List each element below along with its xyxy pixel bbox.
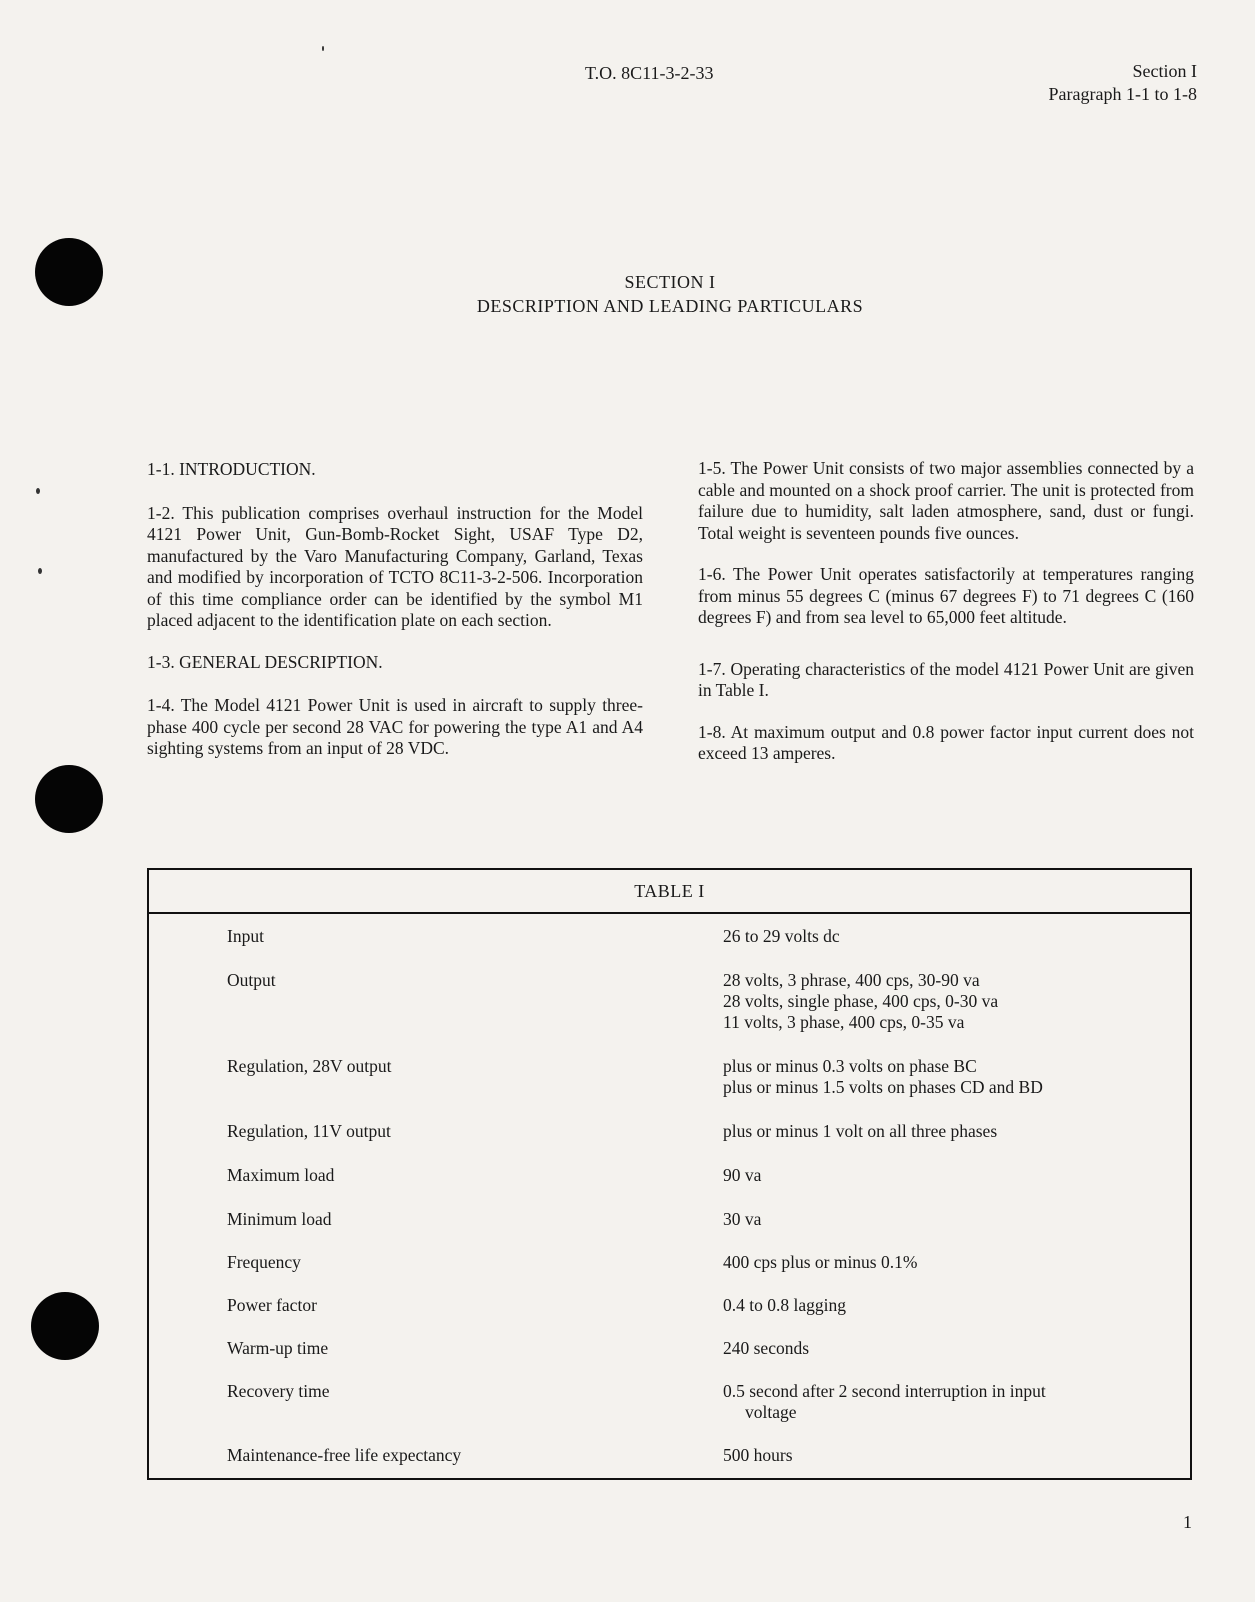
row-value: [723, 1338, 1173, 1359]
value-line: plus or minus 1 volt on all three phases: [723, 1121, 998, 1141]
paragraph-1-2: 1-2. This publication comprises overhaul instruction for the Model 4121 Power Unit, Gun-Bomb-Rocket Sight, USAF Type D2, manufactured by the Varo Manufacturing Company, Garland, Texas and modified by incorporation of TCTO 8C11-3-2-506. Incorporation of this time compliance order can be identified by the symbol M1 placed adjacent to the identification plate on each section.: [147, 502, 643, 630]
row-label: Input: [227, 926, 264, 946]
value-line: voltage: [745, 1402, 797, 1422]
binder-hole-middle: [35, 765, 103, 833]
row-label: Recovery time: [227, 1381, 330, 1401]
paragraph-range: Paragraph 1-1 to 1-8: [1048, 84, 1197, 104]
paragraph-1-5: 1-5. The Power Unit consists of two major assemblies connected by a cable and mounted on a shock proof carrier. The unit is protected from failure due to humidity, salt laden atmosphere, sand, dust or fungi. Total weight is seventeen pounds five ounces.: [698, 458, 1194, 543]
row-label: Regulation, 28V output: [227, 1056, 392, 1076]
speck: [36, 488, 40, 494]
row-label: Maintenance-free life expectancy: [227, 1445, 462, 1465]
row-value: [723, 1252, 1173, 1273]
row-value: [723, 970, 1173, 1033]
value-line: 26 to 29 volts dc: [723, 926, 840, 946]
page-number: 1: [1183, 1512, 1192, 1532]
value-line: 240 seconds: [723, 1338, 810, 1358]
section-title-line2: DESCRIPTION AND LEADING PARTICULARS: [476, 296, 864, 316]
row-label: Warm-up time: [227, 1338, 329, 1358]
to-number: T.O. 8C11-3-2-33: [585, 63, 714, 83]
left-column: [147, 459, 643, 780]
speck: [38, 568, 42, 574]
paragraph-1-3: 1-3. GENERAL DESCRIPTION.: [147, 651, 383, 672]
paragraph-1-4: 1-4. The Model 4121 Power Unit is used in aircraft to supply three-phase 400 cycle per second 28 VAC for powering the type A1 and A4 sighting systems from an input of 28 VDC.: [147, 695, 643, 758]
value-line: plus or minus 0.3 volts on phase BC: [723, 1056, 977, 1076]
section-label: Section I: [1132, 61, 1197, 81]
row-label: Maximum load: [227, 1165, 335, 1185]
speck: [322, 46, 324, 51]
row-value: [723, 1121, 1173, 1142]
section-title-line1: SECTION I: [624, 272, 716, 292]
binder-hole-top: [35, 238, 103, 306]
value-line: 28 volts, 3 phrase, 400 cps, 30-90 va: [723, 970, 980, 990]
value-line: 400 cps plus or minus 0.1%: [723, 1252, 918, 1272]
row-value: [723, 1056, 1173, 1098]
value-line: 11 volts, 3 phase, 400 cps, 0-35 va: [723, 1012, 965, 1032]
paragraph-1-6: 1-6. The Power Unit operates satisfactorily at temperatures ranging from minus 55 degrees C (minus 67 degrees F) to 71 degrees C (160 degrees F) and from sea level to 65,000 feet altitude.: [698, 564, 1194, 627]
value-line: 0.4 to 0.8 lagging: [723, 1295, 846, 1315]
row-label: Frequency: [227, 1252, 301, 1272]
value-line: 28 volts, single phase, 400 cps, 0-30 va: [723, 991, 999, 1011]
row-value: [723, 1209, 1173, 1230]
value-line: 90 va: [723, 1165, 762, 1185]
row-label: Minimum load: [227, 1209, 332, 1229]
value-line: 30 va: [723, 1209, 762, 1229]
row-value: [723, 1445, 1173, 1466]
row-value: [723, 926, 1173, 947]
paragraph-1-8: 1-8. At maximum output and 0.8 power factor input current does not exceed 13 amperes.: [698, 721, 1194, 763]
binder-hole-bottom: [31, 1292, 99, 1360]
value-line: 0.5 second after 2 second interruption in input: [723, 1381, 1046, 1401]
section-title: [430, 270, 910, 318]
row-value: [723, 1165, 1173, 1186]
right-column: [698, 458, 1194, 785]
section-reference: [937, 60, 1197, 106]
paragraph-1-7: 1-7. Operating characteristics of the model 4121 Power Unit are given in Table I.: [698, 658, 1194, 700]
row-label: Regulation, 11V output: [227, 1121, 391, 1141]
row-label: Output: [227, 970, 276, 990]
row-value: [723, 1381, 1173, 1423]
row-label: Power factor: [227, 1295, 317, 1315]
value-line: 500 hours: [723, 1445, 793, 1465]
paragraph-1-1: 1-1. INTRODUCTION.: [147, 459, 316, 479]
row-value: [723, 1295, 1173, 1316]
value-line: plus or minus 1.5 volts on phases CD and BD: [723, 1077, 1043, 1097]
table-i: [147, 868, 1192, 1480]
table-title: TABLE I: [149, 870, 1190, 914]
